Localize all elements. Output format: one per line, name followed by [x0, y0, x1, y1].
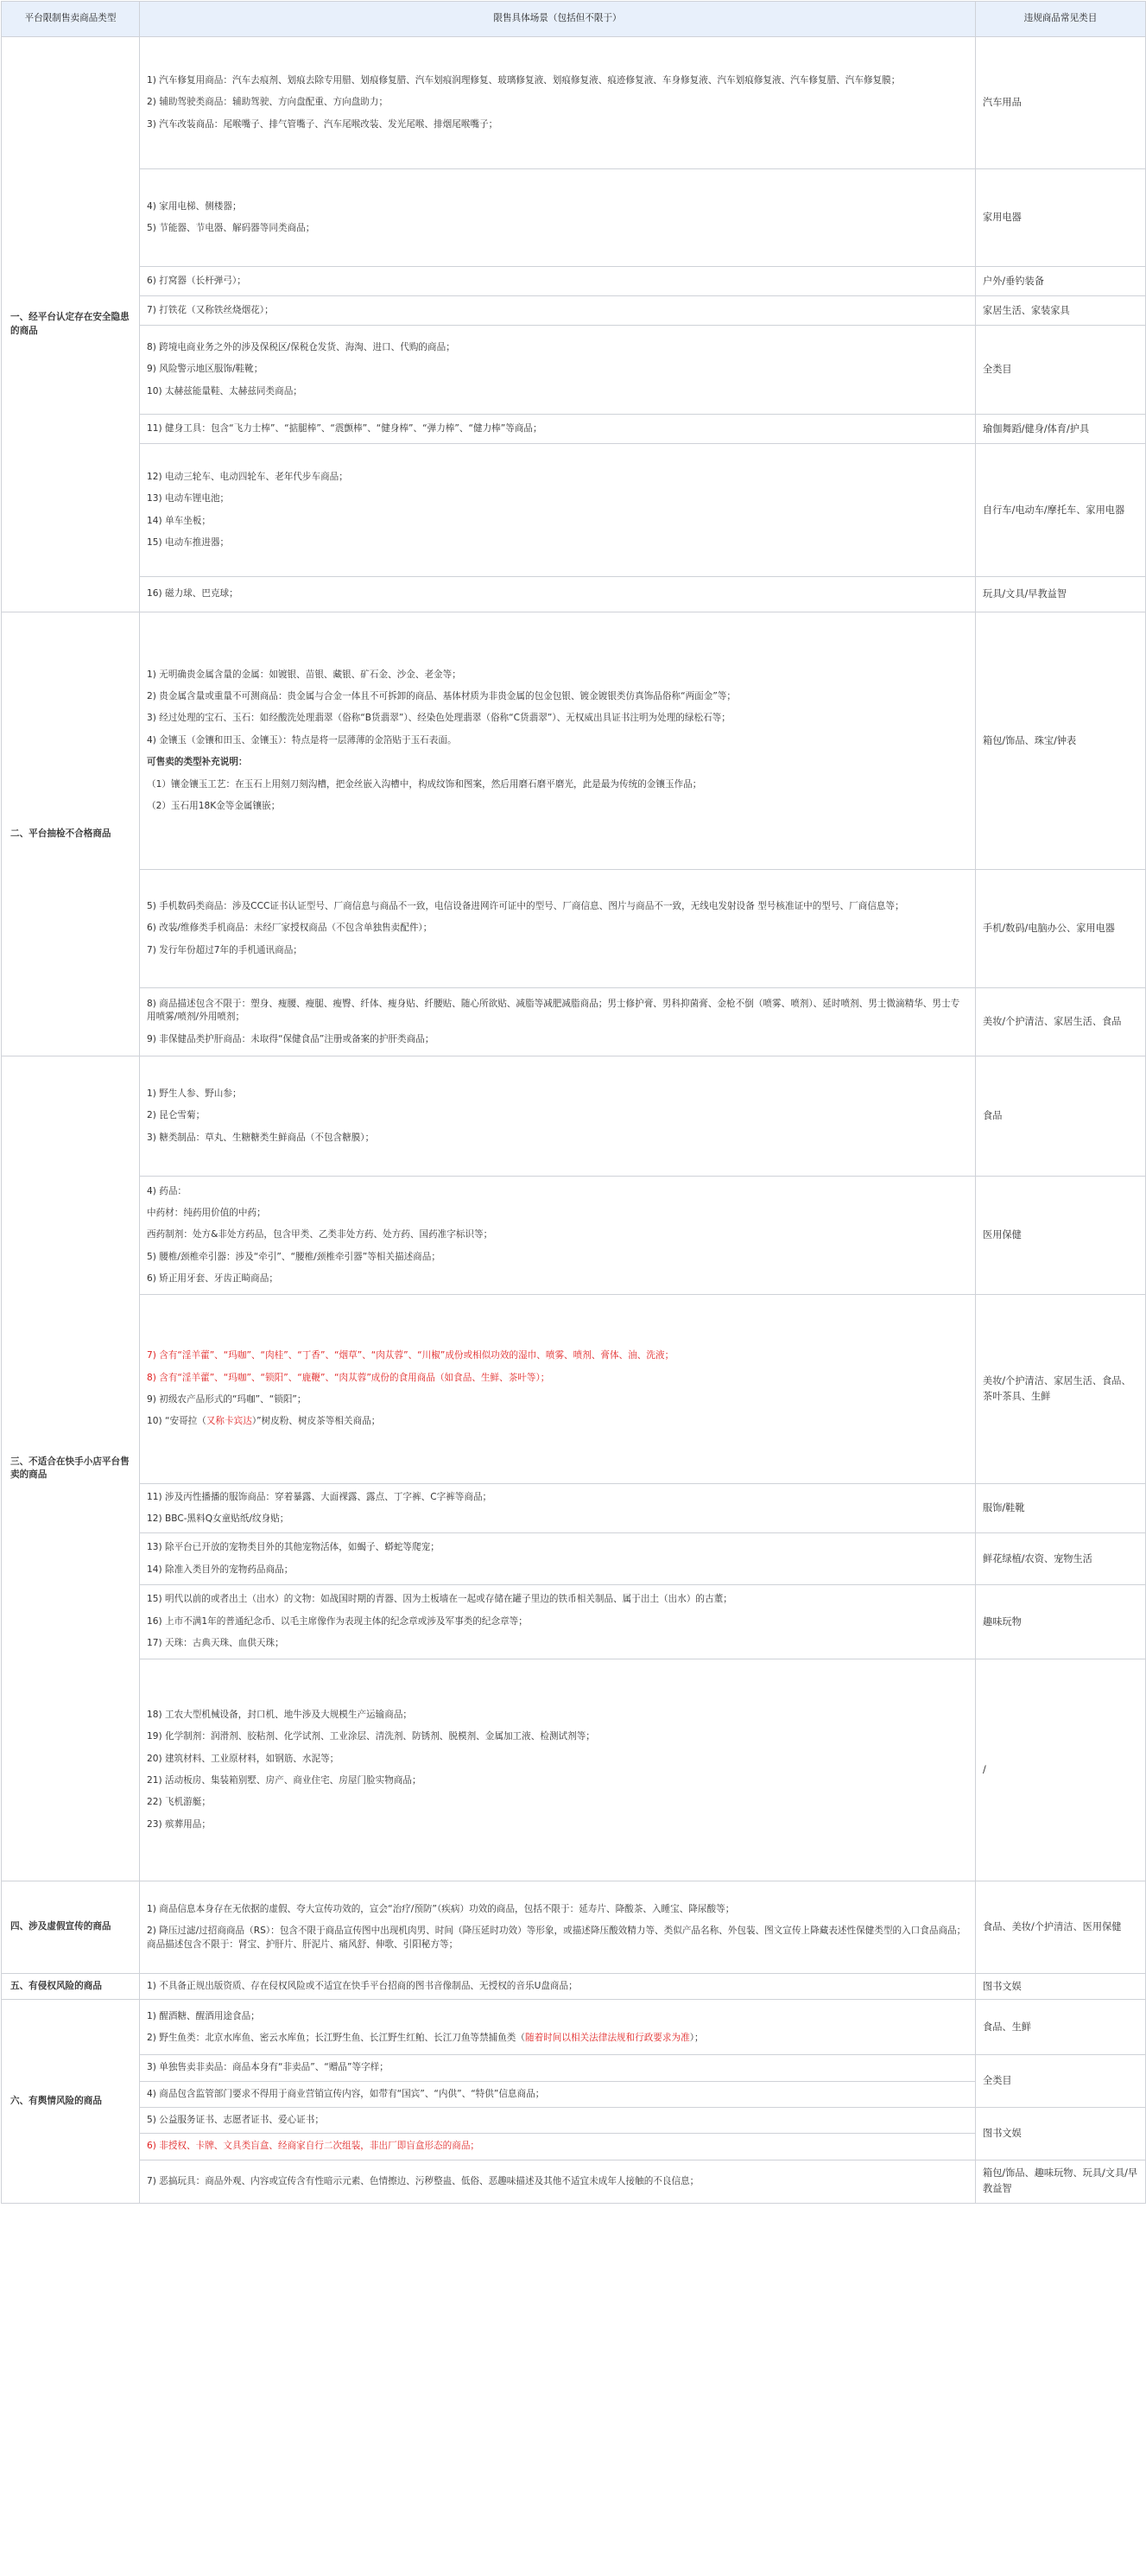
table-row — [2, 2108, 1146, 2134]
target-category-cell: 汽车用品 — [976, 37, 1146, 169]
category-cell: 一、经平台认定存在安全隐患的商品 — [2, 37, 140, 612]
scenario-line: 4) 金镶玉（金镶和田玉、金镶玉）：特点是将一层薄薄的金箔贴于玉石表面。 — [147, 734, 457, 746]
highlight-text: 随着时间以相关法律法规和行政要求为准 — [525, 2032, 690, 2043]
line-spacer — [147, 1363, 968, 1372]
scenario-cell — [140, 1056, 976, 1177]
table-row — [2, 1484, 1146, 1533]
category-cell: 二、平台抽检不合格商品 — [2, 612, 140, 1056]
table-row — [2, 2055, 1146, 2081]
target-category-cell: 全类目 — [976, 2055, 1146, 2108]
table-row — [2, 444, 1146, 577]
scenario-cell — [140, 2160, 976, 2203]
line-text: ）”树皮粉、树皮茶等相关商品； — [251, 1416, 381, 1427]
category-cell: 五、有侵权风险的商品 — [2, 1974, 140, 2000]
scenario-line: 9) 非保健品类护肝商品：未取得“保健食品”注册或备案的护肝类商品； — [147, 1033, 434, 1044]
line-spacer — [147, 1025, 968, 1033]
scenario-line: 5) 公益服务证书、志愿者证书、爱心证书； — [147, 2115, 324, 2126]
scenario-line: 4) 药品： — [147, 1185, 187, 1196]
scenario-cell — [140, 1533, 976, 1585]
target-category-cell: 图书文娱 — [976, 1974, 1146, 2000]
line-spacer — [147, 1385, 968, 1393]
scenario-line: 7) 含有“淫羊藿”、“玛咖”、“肉桂”、“丁香”、“烟草”、“肉苁蓉”、“川椒”成份或相似功效的湿巾、喷雾、喷剂、膏体、油、洗液； — [147, 1350, 674, 1361]
header-scenario: 限售具体场景（包括但不限于） — [140, 2, 976, 37]
scenario-cell — [140, 1484, 976, 1533]
scenario-line: 12) 电动三轮车、电动四轮车、老年代步车商品； — [147, 471, 348, 482]
scenario-line: 8) 跨境电商业务之外的涉及保税区/保税仓发货、海淘、进口、代购的商品； — [147, 341, 455, 352]
scenario-cell — [140, 988, 976, 1056]
scenario-line: 17) 天珠：古典天珠、血供天珠； — [147, 1638, 284, 1649]
scenario-line: 9) 风险警示地区服饰/鞋靴； — [147, 364, 263, 375]
table-row — [2, 415, 1146, 444]
line-spacer — [147, 1406, 968, 1415]
line-spacer — [147, 726, 968, 734]
scenario-cell — [140, 1974, 976, 2000]
scenario-line: 11) 涉及丙性播播的服饰商品：穿着暴露、大面裸露、露点、丁字裤、C字裤等商品； — [147, 1491, 492, 1502]
line-spacer — [147, 1198, 968, 1207]
target-category-cell: 自行车/电动车/摩托车、家用电器 — [976, 444, 1146, 577]
scenario-line: 2) 昆仑雪菊； — [147, 1110, 206, 1121]
line-spacer — [147, 110, 968, 118]
scenario-cell — [140, 1881, 976, 1974]
table-row — [2, 296, 1146, 326]
line-spacer — [147, 506, 968, 515]
scenario-line: 7) 恶搞玩具：商品外观、内容或宣传含有性暗示元素、色情擦边、污秽整蛊、低俗、恶趣味描述及其他不适宜未成年人接触的不良信息； — [147, 2175, 700, 2186]
scenario-line: 2) 辅助驾驶类商品：辅助驾驶、方向盘配重、方向盘助力； — [147, 97, 389, 108]
target-category-cell: 家用电器 — [976, 169, 1146, 267]
table-row — [2, 577, 1146, 612]
scenario-line: 15) 电动车推进器； — [147, 536, 230, 548]
scenario-line — [147, 2032, 968, 2045]
scenario-line: 5) 节能器、节电器、解码器等同类商品； — [147, 223, 315, 233]
scenario-line: 8) 含有“淫羊藿”、“玛咖”、“锁阳”、“鹿鞭”、“肉苁蓉”成份的食用商品（如食品、生鲜、茶叶等）； — [147, 1372, 550, 1383]
scenario-line: 1) 汽车修复用商品：汽车去痕剂、划痕去除专用腊、划痕修复腊、汽车划痕润理修复、玻璃修复液、划痕修复液、痕迹修复液、车身修复液、汽车划痕修复液、汽车修复腊、汽车修复膜； — [147, 74, 901, 86]
line-spacer — [147, 1242, 968, 1251]
scenario-line: 4) 家用电梯、侧楼器； — [147, 200, 242, 212]
scenario-line: （2）玉石用18K金等金属镶嵌； — [147, 800, 281, 811]
scenario-line: 6) 非授权、卡牌、文具类盲盒、经商家自行二次组装，非出厂即盲盒形态的商品； — [147, 2141, 480, 2152]
category-cell: 三、不适合在快手小店平台售卖的商品 — [2, 1056, 140, 1881]
scenario-line: 12) BBC-黑料Q女童贴纸/纹身贴； — [147, 1513, 289, 1524]
scenario-line: 16) 磁力球、巴克球； — [147, 588, 238, 600]
line-spacer — [147, 936, 968, 944]
scenario-line: 3) 经过处理的宝石、玉石：如经酸洗处理翡翠（俗称“B货翡翠”）、经染色处理翡翠（俗称“C货翡翠”）、无权威出具证书注明为处理的绿松石等； — [147, 713, 731, 724]
scenario-cell — [140, 870, 976, 988]
line-spacer — [147, 1101, 968, 1109]
scenario-line: 18) 工农大型机械设备，封口机、地牛涉及大规模生产运输商品； — [147, 1709, 413, 1720]
table-row — [2, 1056, 1146, 1177]
table-row — [2, 267, 1146, 296]
table-row — [2, 2000, 1146, 2055]
line-spacer — [147, 1264, 968, 1272]
target-category-cell: 趣味玩物 — [976, 1585, 1146, 1659]
scenario-line: 3) 汽车改装商品：尾喉嘴子、排气管嘴子、汽车尾喉改装、发光尾喉、排烟尾喉嘴子； — [147, 118, 498, 130]
scenario-cell — [140, 1585, 976, 1659]
table-row — [2, 1533, 1146, 1585]
scenario-line: 2) 贵金属含量或重量不可测商品：贵金属与合金一体且不可拆卸的商品、基体材质为非贵金属的包金包银、镀金镀银类仿真饰品俗称“两面金”等； — [147, 691, 737, 702]
target-category-cell: 食品、美妆/个护清洁、医用保健 — [976, 1881, 1146, 1974]
scenario-line: 8) 商品描述包含不限于：塑身、瘦腰、瘦腿、瘦臀、纤体、瘦身贴、纤腰贴、随心所欲贴、减脂等减肥减脂商品；男士修护膏、男科抑菌膏、金枪不倒（喷雾、喷剂）、延时喷剂、男士微滴精华、男士专用喷雾/喷剂/外用喷剂； — [147, 998, 960, 1023]
table-row — [2, 169, 1146, 267]
scenario-line: 9) 初级农产品形式的“玛咖”、“锁阳”； — [147, 1394, 307, 1405]
scenario-cell — [140, 326, 976, 415]
table-row — [2, 870, 1146, 988]
scenario-cell — [140, 37, 976, 169]
scenario-line: 西药制剂：处方&非处方药品，包含甲类、乙类非处方药、处方药、国药准字标识等； — [147, 1229, 493, 1240]
line-spacer — [147, 354, 968, 363]
line-spacer — [147, 791, 968, 800]
table-row — [2, 1659, 1146, 1881]
line-spacer — [147, 1722, 968, 1730]
scenario-cell — [140, 444, 976, 577]
scenario-line: 7) 发行年份超过7年的手机通讯商品； — [147, 944, 302, 955]
scenario-line: （1）镶金镶玉工艺：在玉石上用刻刀刻沟槽，把金丝嵌入沟槽中，构成纹饰和图案，然后用磨石磨平磨光，此是最为传统的金镶玉作品； — [147, 778, 702, 790]
category-cell: 六、有舆情风险的商品 — [2, 2000, 140, 2203]
target-category-cell: 医用保健 — [976, 1177, 1146, 1295]
line-spacer — [147, 703, 968, 712]
scenario-line: 13) 电动车锂电池； — [147, 493, 230, 504]
line-spacer — [147, 1810, 968, 1818]
line-spacer — [147, 682, 968, 690]
target-category-cell: 箱包/饰品、珠宝/钟表 — [976, 612, 1146, 870]
scenario-cell — [140, 2081, 976, 2107]
scenario-line: 7) 打铁花（又称铁丝烧烟花）； — [147, 304, 274, 315]
target-category-cell: 户外/垂钓装备 — [976, 267, 1146, 296]
scenario-cell — [140, 2000, 976, 2055]
scenario-line: 19) 化学制剂：润滑剂、胶粘剂、化学试剂、工业涂层、清洗剂、防锈剂、脱模剂、金属加工液、检测试剂等； — [147, 1731, 595, 1742]
scenario-line: 1) 醒酒糖、醒酒用途食品； — [147, 2010, 260, 2021]
scenario-line: 6) 改装/维修类手机商品：未经厂家授权商品（不包含单独售卖配件）； — [147, 923, 433, 934]
header-target: 违规商品常见类目 — [976, 2, 1146, 37]
scenario-line: 3) 糖类制品：草丸、生糖糖类生鲜商品（不包含糖膜）； — [147, 1132, 375, 1143]
target-category-cell: 美妆/个护清洁、家居生活、食品 — [976, 988, 1146, 1056]
scenario-line: 中药材：纯药用价值的中药； — [147, 1207, 266, 1218]
scenario-line: 23) 殡葬用品； — [147, 1818, 211, 1830]
restricted-goods-table — [1, 1, 1146, 2204]
line-spacer — [147, 377, 968, 385]
scenario-cell — [140, 415, 976, 444]
table-row — [2, 612, 1146, 870]
scenario-cell — [140, 267, 976, 296]
scenario-cell — [140, 169, 976, 267]
category-cell: 四、涉及虚假宣传的商品 — [2, 1881, 140, 1974]
scenario-cell — [140, 2108, 976, 2134]
scenario-line: 可售卖的类型补充说明： — [147, 757, 248, 768]
line-spacer — [147, 913, 968, 922]
table-row — [2, 37, 1146, 169]
scenario-line: 5) 腰椎/颈椎牵引器：涉及“牵引”、“腰椎/颈椎牵引器”等相关描述商品； — [147, 1251, 440, 1262]
target-category-cell: 食品 — [976, 1056, 1146, 1177]
scenario-line: 16) 上市不满1年的普通纪念币、以毛主席像作为表现主体的纪念章或涉及军事类的纪念章等； — [147, 1615, 528, 1627]
scenario-line: 4) 商品包含监管部门要求不得用于商业营销宣传内容，如带有“国宾”、“内供”、“特供”信息商品； — [147, 2088, 545, 2099]
line-spacer — [147, 2023, 968, 2032]
scenario-line: 1) 不具备正规出版资质、存在侵权风险或不适宜在快手平台招商的图书音像制品、无授权的音乐U盘商品； — [147, 1981, 578, 1991]
target-category-cell: 玩具/文具/早教益智 — [976, 577, 1146, 612]
table-row — [2, 2081, 1146, 2107]
scenario-cell — [140, 296, 976, 326]
line-spacer — [147, 1555, 968, 1564]
scenario-line: 14) 除准入类目外的宠物药品商品； — [147, 1564, 294, 1575]
line-spacer — [147, 1220, 968, 1228]
scenario-line: 20) 建筑材料、工业原材料，如钢筋、水泥等； — [147, 1753, 339, 1764]
line-spacer — [147, 484, 968, 492]
scenario-cell — [140, 1177, 976, 1295]
target-category-cell: 家居生活、家装家具 — [976, 296, 1146, 326]
line-spacer — [147, 213, 968, 222]
scenario-cell — [140, 2055, 976, 2081]
scenario-cell — [140, 577, 976, 612]
table-row — [2, 326, 1146, 415]
table-row — [2, 2160, 1146, 2203]
line-spacer — [147, 1744, 968, 1753]
table-row — [2, 2134, 1146, 2160]
scenario-line: 13) 除平台已开放的宠物类目外的其他宠物活体，如蝎子、蟒蛇等爬宠； — [147, 1542, 440, 1553]
line-spacer — [147, 770, 968, 778]
highlight-text: 又称卡宾达 — [206, 1416, 252, 1427]
line-spacer — [147, 1916, 968, 1925]
line-spacer — [147, 1766, 968, 1774]
scenario-line: 22) 飞机游艇； — [147, 1797, 211, 1808]
scenario-line: 1) 商品信息本身存在无依据的虚假、夸大宣传功效的，宣会“治疗/预防”（疾病）功效的商品，包括不限于：延寿片、降酸茶、入睡宝、降尿酸等； — [147, 1903, 735, 1914]
scenario-line — [147, 1415, 968, 1428]
line-spacer — [147, 1787, 968, 1796]
scenario-cell — [140, 1295, 976, 1484]
target-category-cell: 服饰/鞋靴 — [976, 1484, 1146, 1533]
target-category-cell: 美妆/个护清洁、家居生活、食品、茶叶茶具、生鲜 — [976, 1295, 1146, 1484]
table-header-row — [2, 2, 1146, 37]
scenario-line: 1) 野生人参、野山参； — [147, 1088, 242, 1099]
scenario-line: 6) 打窝器（长杆弹弓）； — [147, 275, 246, 286]
target-category-cell: 鲜花绿植/农资、宠物生活 — [976, 1533, 1146, 1585]
table-body — [2, 37, 1146, 2204]
line-text: ）； — [689, 2032, 704, 2043]
scenario-line: 14) 单车坐板； — [147, 515, 211, 526]
scenario-line: 21) 活动板房、集装箱别墅、房产、商业住宅、房屋门脸实物商品； — [147, 1775, 421, 1786]
scenario-line: 11) 健身工具：包含“飞力士棒”、“掂腿棒”、“震颤棒”、“健身棒”、“弹力棒”、“健力棒”等商品； — [147, 422, 542, 434]
target-category-cell: 箱包/饰品、趣味玩物、玩具/文具/早教益智 — [976, 2160, 1146, 2203]
target-category-cell: / — [976, 1659, 1146, 1881]
scenario-line: 10) 太赫兹能量鞋、太赫兹同类商品； — [147, 385, 302, 397]
target-category-cell: 瑜伽舞蹈/健身/体育/护具 — [976, 415, 1146, 444]
header-category: 平台限制售卖商品类型 — [2, 2, 140, 37]
line-spacer — [147, 87, 968, 96]
line-spacer — [147, 747, 968, 756]
target-category-cell: 全类目 — [976, 326, 1146, 415]
scenario-cell — [140, 612, 976, 870]
scenario-line: 3) 单独售卖非卖品：商品本身有“非卖品”、“赠品”等字样； — [147, 2062, 389, 2073]
line-spacer — [147, 1504, 968, 1513]
line-spacer — [147, 1123, 968, 1132]
line-text: 2) 野生鱼类：北京水库鱼、密云水库鱼；长江野生鱼、长江野生红鲌、长江刀鱼等禁捕鱼类（ — [147, 2032, 525, 2043]
table-row — [2, 1881, 1146, 1974]
line-spacer — [147, 528, 968, 536]
scenario-cell — [140, 2134, 976, 2160]
target-category-cell: 手机/数码/电脑办公、家用电器 — [976, 870, 1146, 988]
scenario-line: 15) 明代以前的或者出土（出水）的文物：如战国时期的青器、因为土板墙在一起或存储在罐子里边的铁币相关制品、属于出土（出水）的古董； — [147, 1594, 732, 1605]
table-row — [2, 988, 1146, 1056]
target-category-cell: 食品、生鲜 — [976, 2000, 1146, 2055]
table-row — [2, 1295, 1146, 1484]
table-row — [2, 1585, 1146, 1659]
scenario-line: 6) 矫正用牙套、牙齿正畸商品； — [147, 1273, 278, 1285]
line-spacer — [147, 1607, 968, 1615]
scenario-cell — [140, 1659, 976, 1881]
scenario-line: 2) 降压过滤/过招商商品（RS）：包含不限于商品宣传图中出现机肉男、时间（降压延时功效）等形象，或描述降压酸效精力等、类似产品名称、外包装、图文宣传上降藏表述性保健类型的入口食品商品；商品描述包含不限于：肾宝、护肝片、肝泥片、痛风舒、伸歌、引阳秘方等； — [147, 1926, 966, 1950]
target-category-cell: 图书文娱 — [976, 2108, 1146, 2160]
line-spacer — [147, 1628, 968, 1637]
scenario-line: 1) 无明确贵金属含量的金属：如镀银、苗银、藏银、矿石金、沙金、老金等； — [147, 669, 461, 680]
line-text: 10) “安哥拉（ — [147, 1416, 206, 1427]
table-row — [2, 1974, 1146, 2000]
table-row — [2, 1177, 1146, 1295]
scenario-line: 5) 手机数码类商品：涉及CCC证书认证型号、厂商信息与商品不一致，电信设备进网许可证中的型号、厂商信息、图片与商品不一致，无线电发射设备 型号核准证中的型号、厂商信息等； — [147, 900, 904, 911]
